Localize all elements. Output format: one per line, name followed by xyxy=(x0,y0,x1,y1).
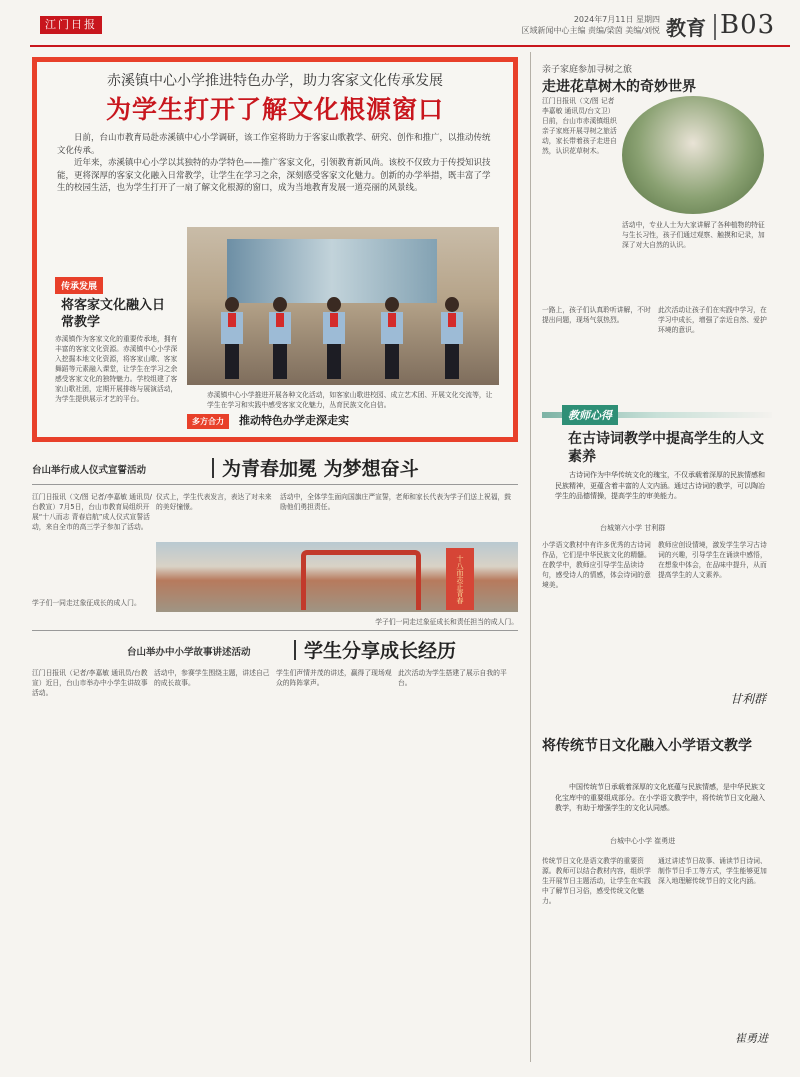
signature: 崔勇进 xyxy=(735,1032,768,1045)
teacher-notes-banner xyxy=(542,404,772,426)
article-rule xyxy=(32,484,518,485)
ceremony-arch xyxy=(301,550,421,610)
body-column: 江门日报讯（文/图 记者李嘉敏 通讯员/台文卫）日前，台山市赤溪镇组织亲子家庭开展寻树之旅活动，家长带着孩子走进自然，认识花草树木。 xyxy=(542,97,617,155)
section-code: B03 xyxy=(720,10,776,40)
feature-headline: 为学生打开了解文化根源窗口 xyxy=(105,95,444,124)
body-column: 此次活动为学生搭建了展示自我的平台。 xyxy=(398,669,507,687)
body-column: 传统节日文化是语文教学的重要资源。教师可以结合教材内容，组织学生开展节日主题活动，让学生在实践中了解节日习俗，感受传统文化魅力。 xyxy=(542,857,651,905)
subheading: 推动特色办学走深走实 xyxy=(239,414,349,427)
article-headline[interactable]: 在古诗词教学中提高学生的人文素养 xyxy=(568,431,764,465)
kicker: 亲子家庭参加寻树之旅 xyxy=(542,65,633,75)
body-column: 江门日报讯（文/图 记者/李嘉敏 通讯员/台教宣）7月5日，台山市教育局组织开展“十八而志 青春启航”成人仪式宣誓活动，来自全市的高三学子参加了活动。 xyxy=(32,493,152,531)
body-column: 赤溪镇作为客家文化的重要传承地，拥有丰富的客家文化资源。赤溪镇中心小学深入挖掘本地文化资源，将客家山歌、客家舞蹈等元素融入课堂，让学生在学习之余感受客家文化的独特魅力。学校组建了客家山歌社团，定期开展排练与展演活动，为学生提供展示才艺的平台。 xyxy=(55,335,178,403)
masthead xyxy=(30,8,790,44)
coming-of-age-photo xyxy=(156,542,518,612)
body-column: 学子们一同走过象征成长的成人门。 xyxy=(32,599,141,607)
body-column: 活动中，专业人士为大家讲解了各种植物的特征与生长习性，孩子们通过观察、触摸和记录，加深了对大自然的认识。 xyxy=(622,221,765,249)
nature-walk-photo xyxy=(622,96,764,214)
section-name: 教育 xyxy=(666,16,706,40)
headline-divider xyxy=(294,640,296,660)
body-column: 此次活动让孩子们在实践中学习，在学习中成长，增强了亲近自然、爱护环境的意识。 xyxy=(658,306,767,334)
article-headline[interactable]: 为青春加冕 为梦想奋斗 xyxy=(222,458,419,480)
student-figure xyxy=(319,297,349,379)
author-line: 台城中心小学 崔勇进 xyxy=(610,837,676,845)
kicker: 台山举办中小学故事讲述活动 xyxy=(127,647,251,658)
column-rule xyxy=(530,52,531,1062)
body-column: 活动中，参赛学生围绕主题，讲述自己的成长故事。 xyxy=(154,669,270,687)
photo-caption: 学子们一同走过象征成长和责任担当的成人门。 xyxy=(375,618,518,626)
headline-divider xyxy=(212,458,214,478)
signature: 甘利群 xyxy=(730,692,767,706)
body-column: 一路上，孩子们认真聆听讲解，不时提出问题，现场气氛热烈。 xyxy=(542,306,651,324)
article-rule xyxy=(32,630,518,631)
student-figure xyxy=(265,297,295,379)
kicker: 台山举行成人仪式宣誓活动 xyxy=(32,465,147,476)
body-column: 学生们声情并茂的讲述，赢得了现场观众的阵阵掌声。 xyxy=(276,669,392,687)
feature-subtitle: 赤溪镇中心小学推进特色办学，助力客家文化传承发展 xyxy=(107,73,443,89)
abstract: 古诗词作为中华传统文化的瑰宝，不仅承载着深厚的民族情感和民族精神，更蕴含着丰富的人文内涵。通过古诗词的教学，可以陶冶学生的品德情操，提高学生的审美能力。 xyxy=(555,471,765,500)
article-headline[interactable]: 走进花草树木的奇妙世界 xyxy=(542,79,696,95)
issue-date: 2024年7月11日 星期四 xyxy=(573,15,660,24)
article-headline[interactable]: 将传统节日文化融入小学语文教学 xyxy=(542,738,752,754)
lead-paragraph: 日前，台山市教育局赴赤溪镇中心小学调研，该工作室将助力于客家山歌教学、研究、创作和推广，以推动传统文化传承。 xyxy=(57,133,491,156)
classroom-screen xyxy=(227,239,437,303)
subheading: 将客家文化融入日常教学 xyxy=(61,298,166,330)
photo-caption: 赤溪镇中心小学推进开展各种文化活动，如客家山歌进校园、成立艺术团、开展文化交流等，让学生在学习和实践中感受客家文化魅力，丛育民族文化自信。 xyxy=(207,391,493,409)
student-figure xyxy=(377,297,407,379)
student-figure xyxy=(437,297,467,379)
editor-credits: 区域新闻中心主编 责编/梁茵 美编/刘悦 xyxy=(521,26,660,35)
masthead-rule xyxy=(30,45,790,47)
feature-article[interactable] xyxy=(32,57,518,442)
student-figure xyxy=(217,297,247,379)
section-divider xyxy=(714,14,716,40)
feature-lead xyxy=(57,132,495,195)
author-line: 台城第六小学 甘利群 xyxy=(600,524,666,532)
section-tag: 多方合力 xyxy=(187,414,229,429)
body-column: 教师应创设情境，激发学生学习古诗词的兴趣，引导学生在诵读中感悟，在想象中体会，在品味中提升，从而提高学生的人文素养。 xyxy=(658,541,767,579)
body-column: 小学语文教材中有许多优秀的古诗词作品，它们是中华民族文化的精髓。在教学中，教师应引导学生品读诗句，感受诗人的情感，体会诗词的意境美。 xyxy=(542,541,651,589)
date-line xyxy=(500,14,660,36)
body-column: 通过讲述节日故事、诵读节日诗词、制作节日手工等方式，学生能够更加深入地理解传统节日的文化内涵。 xyxy=(658,857,767,885)
story-headline-row xyxy=(32,636,518,664)
abstract: 中国传统节日承载着深厚的文化底蕴与民族情感，是中华民族文化宝库中的重要组成部分。在小学语文教学中，将传统节日文化融入教学，有助于增强学生的文化认同感。 xyxy=(555,783,765,812)
ceremony-banner: 十八而志正青春 xyxy=(446,548,474,610)
body-column: 活动中，全体学生面向国旗庄严宣誓，老师和家长代表为学子们送上祝福，鼓励他们勇担责任。 xyxy=(280,493,512,511)
body-column: 仪式上，学生代表发言，表达了对未来的美好憧憬。 xyxy=(156,493,272,511)
banner-label: 教师心得 xyxy=(562,405,618,425)
article-headline[interactable]: 学生分享成长经历 xyxy=(304,640,457,662)
section-tag: 传承发展 xyxy=(55,277,103,294)
newspaper-logo: 江门日报 xyxy=(40,16,102,34)
body-column: 江门日报讯（记者/李嘉敏 通讯员/台教宣）近日，台山市举办中小学生讲故事活动。 xyxy=(32,669,148,697)
students-dance-photo xyxy=(187,227,499,385)
ceremony-headline-row xyxy=(32,454,518,482)
lead-paragraph: 近年来，赤溪镇中心小学以其独特的办学特色——推广客家文化，引领教育新风尚。该校不仅致力于传授知识技能，更将深厚的客家文化融入日常教学，让学生在学习之余，深刻感受客家文化魅力。创新的办学举措，既丰富了学生的校园生活，也为学生打开了一扇了解文化根源的窗口，成为当地教育发展一道亮丽的风景线。 xyxy=(57,158,491,193)
